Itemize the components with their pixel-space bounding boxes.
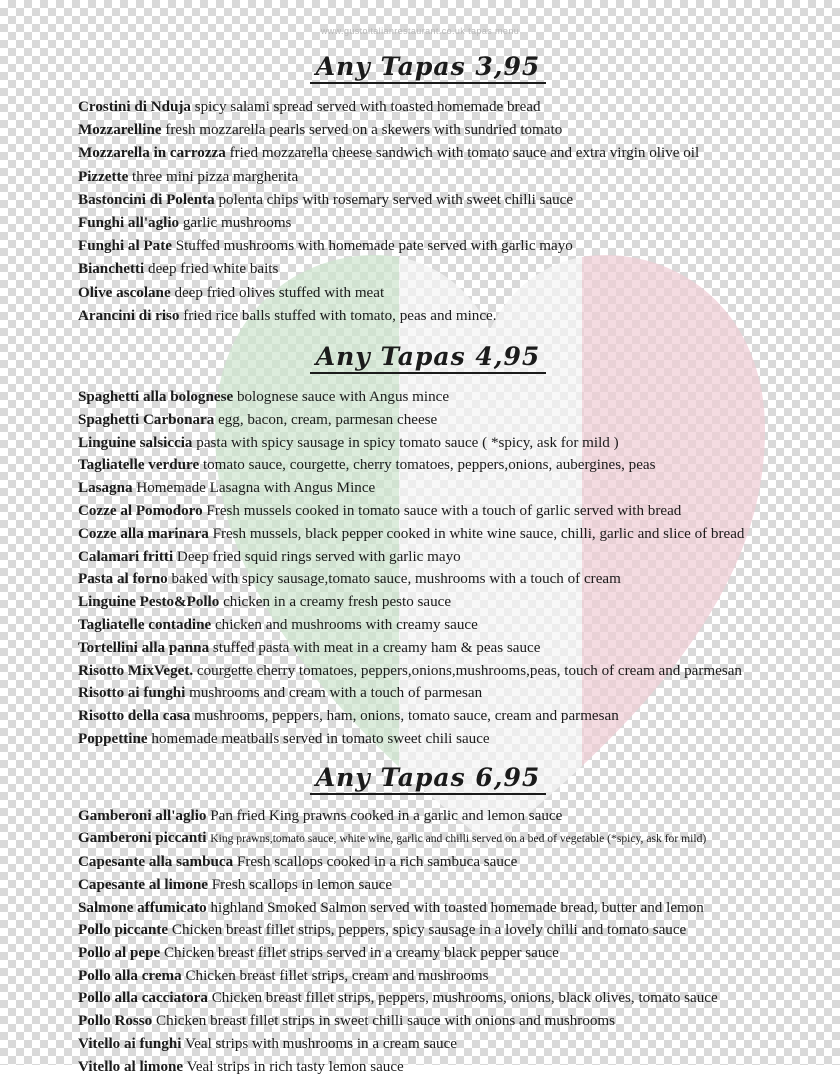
menu-item-name: Olive ascolane xyxy=(78,284,171,301)
menu-item-name: Funghi all'aglio xyxy=(78,215,180,232)
menu-item-desc: stuffed pasta with meat in a creamy ham & peas sauce xyxy=(212,639,541,656)
menu-item-desc: Fresh scallops in lemon sauce xyxy=(211,876,393,893)
menu-item-desc: Chicken breast fillet strips, peppers, mushrooms, onions, black olives, tomato sauce xyxy=(211,990,718,1007)
menu-item-name: Gamberoni all'aglio xyxy=(78,807,207,824)
menu-item-name: Tagliatelle contadine xyxy=(78,617,212,633)
menu-item-desc: garlic mushrooms xyxy=(182,215,292,232)
menu-item-name: Gamberoni piccanti xyxy=(78,830,207,847)
menu-item xyxy=(78,96,778,119)
menu-item xyxy=(78,942,778,965)
menu-item-name: Poppettine xyxy=(78,730,148,747)
menu-item-desc: highland Smoked Salmon served with toasted homemade bread, butter and lemon xyxy=(210,899,704,916)
menu-item-name: Vitello ai funghi xyxy=(78,1035,182,1052)
section-heading: Any Tapas 6,95 xyxy=(78,763,778,797)
menu-item-name: Cozze alla marinara xyxy=(78,525,209,542)
menu-item-name: Mozzarella in carrozza xyxy=(78,145,226,162)
menu-item-name: Pollo alla cacciatora xyxy=(78,990,208,1007)
menu-item xyxy=(78,546,778,569)
menu-item xyxy=(78,591,778,614)
menu-item xyxy=(78,258,778,281)
menu-item-name: Risotto della casa xyxy=(78,708,191,725)
menu-item xyxy=(78,189,778,212)
menu-item-desc: baked with spicy sausage,tomato sauce, mushrooms with a touch of cream xyxy=(171,571,621,588)
menu-item-desc: mushrooms and cream with a touch of parmesan xyxy=(189,685,483,702)
menu-item-name: Tortellini alla panna xyxy=(78,639,210,656)
menu-item xyxy=(78,432,778,455)
menu-item-desc: chicken in a creamy fresh pesto sauce xyxy=(223,594,452,611)
menu-item xyxy=(78,235,778,258)
menu-item xyxy=(78,637,778,660)
menu-item-desc: pasta with spicy sausage in spicy tomato sauce ( *spicy, ask for mild ) xyxy=(196,434,619,451)
menu-item-desc: Fresh scallops cooked in a rich sambuca sauce xyxy=(236,854,518,871)
menu-item xyxy=(78,142,778,165)
section-heading: Any Tapas 4,95 xyxy=(78,342,778,376)
menu-item-desc: Chicken breast fillet strips, peppers, spicy sausage in a lovely chilli and tomato sauce xyxy=(171,922,687,939)
menu-item xyxy=(78,851,778,874)
menu-content xyxy=(78,52,778,1078)
menu-item-name: Pizzette xyxy=(78,168,129,185)
menu-item xyxy=(78,1056,778,1078)
menu-item-name: Cozze al Pomodoro xyxy=(78,503,203,520)
menu-item xyxy=(78,728,778,751)
menu-item-name: Linguine Pesto&Pollo xyxy=(78,594,220,611)
menu-item xyxy=(78,386,778,409)
menu-item xyxy=(78,305,778,328)
menu-item-name: Pollo piccante xyxy=(78,922,169,939)
menu-item-name: Lasagna xyxy=(78,480,133,497)
menu-item-name: Risotto MixVeget. xyxy=(78,662,194,679)
menu-item-desc: Fresh mussels cooked in tomato sauce with a touch of garlic served with bread xyxy=(206,503,682,520)
menu-item xyxy=(78,212,778,235)
menu-item xyxy=(78,705,778,728)
menu-item-desc: bolognese sauce with Angus mince xyxy=(236,389,450,406)
menu-item-desc: fried mozzarella cheese sandwich with tomato sauce and extra virgin olive oil xyxy=(229,145,700,162)
menu-item-desc: King prawns,tomato sauce, white wine, garlic and chilli served on a bed of vegetable (*spicy, ask for mild) xyxy=(210,832,707,846)
menu-item-name: Crostini di Nduja xyxy=(78,99,191,115)
menu-item xyxy=(78,874,778,897)
menu-item-desc: deep fried white baits xyxy=(148,261,279,278)
menu-item xyxy=(78,919,778,942)
menu-item-name: Pollo alla crema xyxy=(78,967,182,984)
menu-item-desc: Chicken breast fillet strips, cream and mushrooms xyxy=(185,967,489,984)
menu-item xyxy=(78,454,778,477)
menu-item-name: Bastoncini di Polenta xyxy=(78,191,215,208)
menu-item xyxy=(78,987,778,1010)
menu-item-name: Calamari fritti xyxy=(78,548,174,565)
menu-item-name: Arancini di riso xyxy=(78,307,180,324)
menu-item-desc: fresh mozzarella pearls served on a skewers with sundried tomato xyxy=(165,122,563,139)
menu-item-name: Salmone affumicato xyxy=(78,899,207,916)
menu-item-name: Risotto ai funghi xyxy=(78,685,186,702)
menu-item xyxy=(78,409,778,432)
menu-item-desc: tomato sauce, courgette, cherry tomatoes, peppers,onions, aubergines, peas xyxy=(202,457,656,474)
menu-item-name: Tagliatelle verdure xyxy=(78,457,200,474)
menu-item xyxy=(78,660,778,683)
menu-item-desc: Chicken breast fillet strips in sweet chilli sauce with onions and mushrooms xyxy=(156,1013,616,1030)
menu-item-desc: Veal strips with mushrooms in a cream sauce xyxy=(184,1035,457,1052)
menu-item xyxy=(78,166,778,189)
menu-item-desc: three mini pizza margherita xyxy=(132,168,299,185)
menu-item xyxy=(78,965,778,988)
menu-item-name: Pollo Rosso xyxy=(78,1013,153,1030)
menu-item-name: Pasta al forno xyxy=(78,571,168,588)
menu-item-desc: Chicken breast fillet strips served in a creamy black pepper sauce xyxy=(163,945,559,961)
menu-item-name: Funghi al Pate xyxy=(78,238,172,255)
menu-item xyxy=(78,614,778,637)
menu-item xyxy=(78,827,778,851)
menu-item xyxy=(78,500,778,523)
menu-item-desc: Pan fried King prawns cooked in a garlic and lemon sauce xyxy=(210,807,563,824)
menu-item xyxy=(78,523,778,546)
menu-item-name: Bianchetti xyxy=(78,261,145,278)
menu-item-desc: spicy salami spread served with toasted homemade bread xyxy=(194,99,541,115)
menu-item-desc: Fresh mussels, black pepper cooked in white wine sauce, chilli, garlic and slice of bread xyxy=(212,525,745,542)
menu-item-name: Linguine salsiccia xyxy=(78,434,193,451)
menu-item-desc: Homemade Lasagna with Angus Mince xyxy=(136,480,376,497)
menu-section-tapas-495 xyxy=(78,342,778,751)
menu-item-desc: deep fried olives stuffed with meat xyxy=(174,284,385,301)
menu-item-desc: Veal strips in rich tasty lemon sauce xyxy=(186,1058,404,1075)
menu-item xyxy=(78,568,778,591)
menu-item-desc: fried rice balls stuffed with tomato, peas and mince. xyxy=(183,307,497,324)
menu-item-desc: Stuffed mushrooms with homemade pate served with garlic mayo xyxy=(175,238,573,255)
menu-section-tapas-395 xyxy=(78,52,778,328)
menu-item-name: Mozzarelline xyxy=(78,122,162,139)
menu-item-desc: Deep fried squid rings served with garlic mayo xyxy=(176,548,461,565)
menu-item-name: Pollo al pepe xyxy=(78,945,161,961)
menu-item-name: Capesante alla sambuca xyxy=(78,854,234,871)
menu-item xyxy=(78,682,778,705)
menu-item xyxy=(78,119,778,142)
menu-item xyxy=(78,897,778,920)
menu-item xyxy=(78,1033,778,1056)
menu-item xyxy=(78,282,778,305)
menu-item-desc: chicken and mushrooms with creamy sauce xyxy=(214,617,478,633)
menu-item xyxy=(78,1010,778,1033)
menu-item-desc: homemade meatballs served in tomato sweet chili sauce xyxy=(151,730,490,747)
menu-item-name: Vitello al limone xyxy=(78,1058,184,1075)
menu-item-name: Spaghetti alla bolognese xyxy=(78,389,234,406)
menu-section-tapas-695 xyxy=(78,763,778,1078)
menu-item-desc: mushrooms, peppers, ham, onions, tomato sauce, cream and parmesan xyxy=(194,708,619,725)
menu-item-desc: polenta chips with rosemary served with sweet chilli sauce xyxy=(218,191,574,208)
menu-item-desc: courgette cherry tomatoes, peppers,onions,mushrooms,peas, touch of cream and parmesan xyxy=(196,662,742,679)
page-top-note: www.gustoitalianrestaurant.co.uk tapas menu xyxy=(320,26,520,36)
menu-item-name: Spaghetti Carbonara xyxy=(78,411,215,428)
menu-item-name: Capesante al limone xyxy=(78,876,208,893)
section-heading: Any Tapas 3,95 xyxy=(78,52,778,86)
menu-item-desc: egg, bacon, cream, parmesan cheese xyxy=(218,411,438,428)
menu-item xyxy=(78,477,778,500)
menu-item xyxy=(78,805,778,828)
